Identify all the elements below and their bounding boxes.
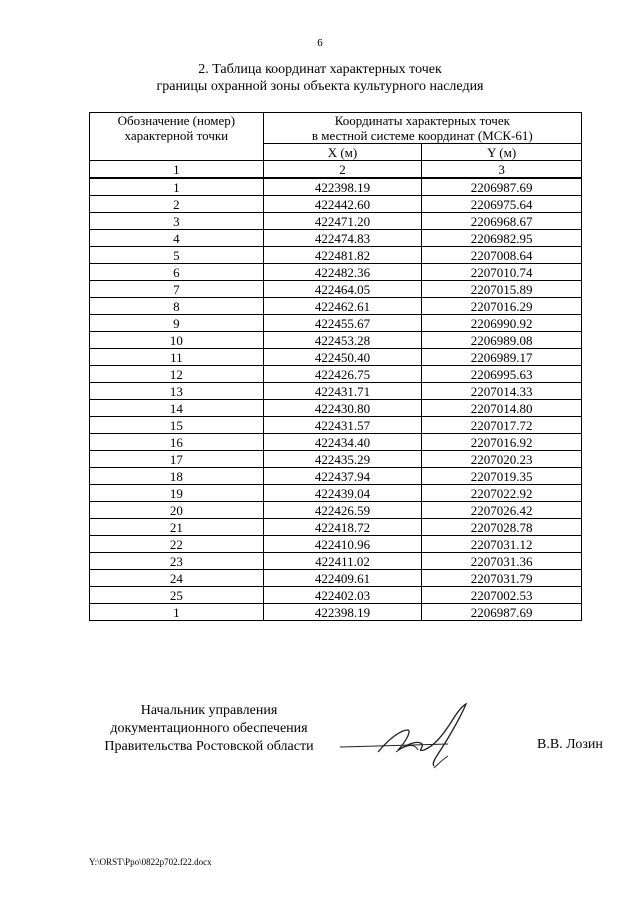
table-row xyxy=(90,502,582,519)
y-coordinate-cell: 2207016.29 xyxy=(422,298,582,315)
y-coordinate-cell: 2207002.53 xyxy=(422,587,582,604)
signer-position-line-1: Начальник управления xyxy=(140,703,278,718)
table-row xyxy=(90,178,582,196)
table-row xyxy=(90,536,582,553)
y-coordinate-cell: 2207019.35 xyxy=(422,468,582,485)
point-number-cell: 13 xyxy=(90,383,264,400)
signer-position-line-3: Правительства Ростовской области xyxy=(104,739,314,754)
table-row xyxy=(90,417,582,434)
x-coordinate-cell: 422439.04 xyxy=(263,485,422,502)
point-number-cell: 1 xyxy=(90,604,264,621)
point-number-cell: 10 xyxy=(90,332,264,349)
point-designation-header-line-1: Обозначение (номер) xyxy=(117,113,236,128)
handwritten-signature xyxy=(338,700,478,780)
point-number-cell: 2 xyxy=(90,196,264,213)
y-coordinate-cell: 2206982.95 xyxy=(422,230,582,247)
x-coordinate-cell: 422398.19 xyxy=(263,604,422,621)
coordinates-header-line-1: Координаты характерных точек xyxy=(334,113,510,128)
file-path: Y:\ORST\Ppo\0822p702.f22.docx xyxy=(89,857,212,867)
table-row xyxy=(90,298,582,315)
column-number: 3 xyxy=(422,161,582,179)
table-row xyxy=(90,485,582,502)
table-row xyxy=(90,264,582,281)
y-coordinate-cell: 2207014.80 xyxy=(422,400,582,417)
table-row xyxy=(90,587,582,604)
table-row xyxy=(90,468,582,485)
y-coordinate-cell: 2206968.67 xyxy=(422,213,582,230)
table-row xyxy=(90,434,582,451)
point-number-cell: 15 xyxy=(90,417,264,434)
point-number-cell: 4 xyxy=(90,230,264,247)
point-number-cell: 21 xyxy=(90,519,264,536)
point-number-cell: 12 xyxy=(90,366,264,383)
column-numbers-row xyxy=(90,161,582,179)
table-row xyxy=(90,315,582,332)
y-coordinate-cell: 2207017.72 xyxy=(422,417,582,434)
x-coordinate-cell: 422411.02 xyxy=(263,553,422,570)
page-number: 6 xyxy=(317,37,323,49)
point-number-cell: 6 xyxy=(90,264,264,281)
point-number-cell: 7 xyxy=(90,281,264,298)
x-coordinate-cell: 422435.29 xyxy=(263,451,422,468)
x-coordinate-cell: 422409.61 xyxy=(263,570,422,587)
point-number-cell: 8 xyxy=(90,298,264,315)
x-coordinate-cell: 422426.59 xyxy=(263,502,422,519)
point-number-cell: 17 xyxy=(90,451,264,468)
point-number-cell: 25 xyxy=(90,587,264,604)
y-coordinate-cell: 2207014.33 xyxy=(422,383,582,400)
x-coordinate-cell: 422430.80 xyxy=(263,400,422,417)
point-number-cell: 16 xyxy=(90,434,264,451)
table-row xyxy=(90,366,582,383)
y-coordinate-cell: 2206995.63 xyxy=(422,366,582,383)
x-coordinate-cell: 422398.19 xyxy=(263,178,422,196)
y-coordinate-cell: 2207020.23 xyxy=(422,451,582,468)
x-header: X (м) xyxy=(263,144,422,161)
heading-line-2: границы охранной зоны объекта культурного наследия xyxy=(156,79,484,94)
point-number-cell: 14 xyxy=(90,400,264,417)
y-coordinate-cell: 2207016.92 xyxy=(422,434,582,451)
y-coordinate-cell: 2207031.79 xyxy=(422,570,582,587)
x-coordinate-cell: 422410.96 xyxy=(263,536,422,553)
x-coordinate-cell: 422450.40 xyxy=(263,349,422,366)
point-designation-header-line-2: характерной точки xyxy=(124,128,229,143)
point-number-cell: 1 xyxy=(90,178,264,196)
table-heading xyxy=(0,61,640,95)
point-number-cell: 9 xyxy=(90,315,264,332)
signer-name: В.В. Лозин xyxy=(537,737,603,752)
point-number-cell: 20 xyxy=(90,502,264,519)
table-row xyxy=(90,519,582,536)
point-number-cell: 11 xyxy=(90,349,264,366)
heading-line-1: 2. Таблица координат характерных точек xyxy=(198,62,442,77)
point-number-cell: 24 xyxy=(90,570,264,587)
x-coordinate-cell: 422418.72 xyxy=(263,519,422,536)
table-row xyxy=(90,383,582,400)
x-coordinate-cell: 422426.75 xyxy=(263,366,422,383)
x-coordinate-cell: 422431.71 xyxy=(263,383,422,400)
table-row xyxy=(90,400,582,417)
y-coordinate-cell: 2207026.42 xyxy=(422,502,582,519)
x-coordinate-cell: 422462.61 xyxy=(263,298,422,315)
x-coordinate-cell: 422464.05 xyxy=(263,281,422,298)
table-row xyxy=(90,247,582,264)
x-coordinate-cell: 422455.67 xyxy=(263,315,422,332)
signer-position-line-2: документационного обеспечения xyxy=(110,721,308,736)
y-coordinate-cell: 2207022.92 xyxy=(422,485,582,502)
table-row xyxy=(90,281,582,298)
y-coordinate-cell: 2207028.78 xyxy=(422,519,582,536)
point-number-cell: 23 xyxy=(90,553,264,570)
table-row xyxy=(90,553,582,570)
point-number-cell: 18 xyxy=(90,468,264,485)
table-row xyxy=(90,196,582,213)
coordinates-header-line-2: в местной системе координат (МСК-61) xyxy=(311,128,533,143)
x-coordinate-cell: 422482.36 xyxy=(263,264,422,281)
table-row xyxy=(90,570,582,587)
y-coordinate-cell: 2207008.64 xyxy=(422,247,582,264)
x-coordinate-cell: 422453.28 xyxy=(263,332,422,349)
y-coordinate-cell: 2206989.17 xyxy=(422,349,582,366)
y-coordinate-cell: 2206975.64 xyxy=(422,196,582,213)
table-row xyxy=(90,213,582,230)
table-row xyxy=(90,332,582,349)
x-coordinate-cell: 422402.03 xyxy=(263,587,422,604)
y-coordinate-cell: 2207015.89 xyxy=(422,281,582,298)
x-coordinate-cell: 422431.57 xyxy=(263,417,422,434)
y-coordinate-cell: 2206990.92 xyxy=(422,315,582,332)
point-number-cell: 22 xyxy=(90,536,264,553)
point-number-cell: 3 xyxy=(90,213,264,230)
y-coordinate-cell: 2206987.69 xyxy=(422,178,582,196)
coordinates-header xyxy=(263,113,581,144)
column-number: 2 xyxy=(263,161,422,179)
y-coordinate-cell: 2207031.12 xyxy=(422,536,582,553)
coordinates-table-body xyxy=(90,178,582,621)
x-coordinate-cell: 422434.40 xyxy=(263,434,422,451)
x-coordinate-cell: 422442.60 xyxy=(263,196,422,213)
point-number-cell: 5 xyxy=(90,247,264,264)
x-coordinate-cell: 422481.82 xyxy=(263,247,422,264)
point-number-cell: 19 xyxy=(90,485,264,502)
x-coordinate-cell: 422474.83 xyxy=(263,230,422,247)
coordinates-table xyxy=(89,112,582,621)
table-row xyxy=(90,604,582,621)
y-coordinate-cell: 2206989.08 xyxy=(422,332,582,349)
table-row xyxy=(90,349,582,366)
y-header: Y (м) xyxy=(422,144,582,161)
table-row xyxy=(90,451,582,468)
y-coordinate-cell: 2207010.74 xyxy=(422,264,582,281)
x-coordinate-cell: 422437.94 xyxy=(263,468,422,485)
y-coordinate-cell: 2207031.36 xyxy=(422,553,582,570)
point-designation-header xyxy=(90,113,264,161)
signer-position xyxy=(89,702,329,756)
column-number: 1 xyxy=(90,161,264,179)
table-row xyxy=(90,230,582,247)
x-coordinate-cell: 422471.20 xyxy=(263,213,422,230)
y-coordinate-cell: 2206987.69 xyxy=(422,604,582,621)
